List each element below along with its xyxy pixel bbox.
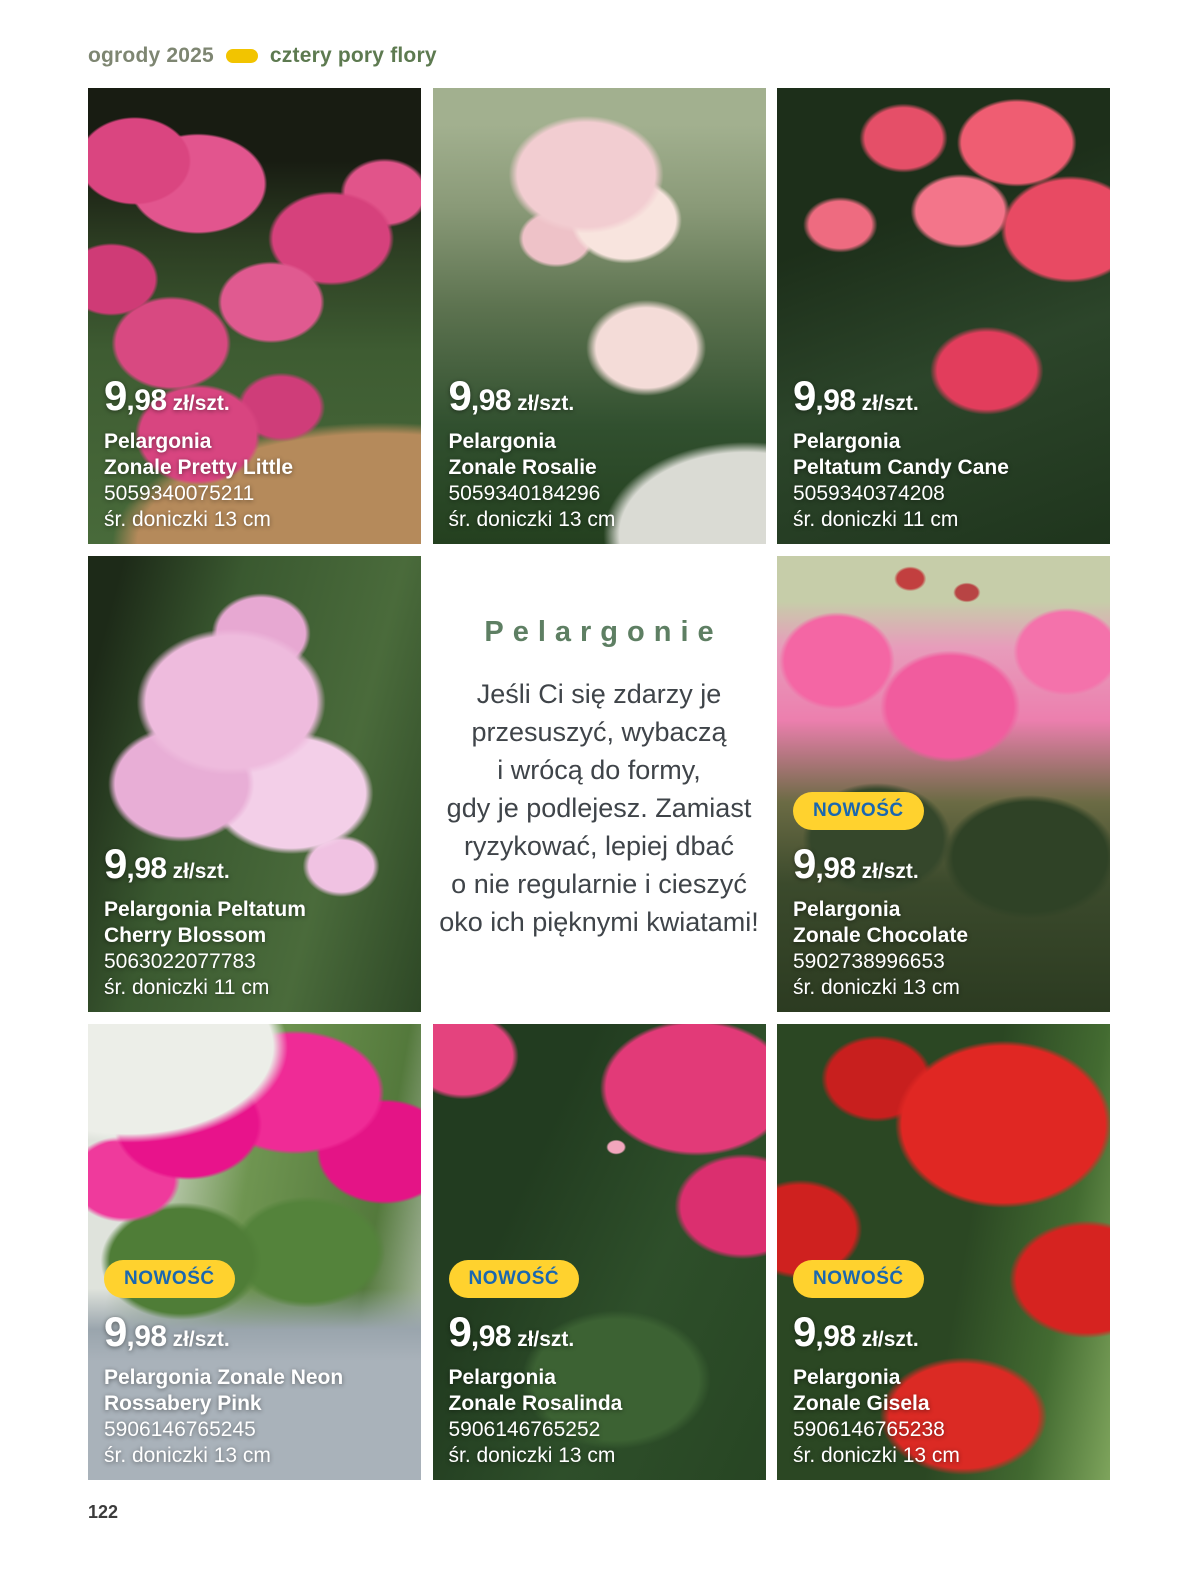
product-info [793,792,1098,1001]
product-info [449,1260,754,1469]
price-whole: 9 [793,840,816,887]
price-whole: 9 [448,372,471,419]
ean-code: 5059340374208 [793,482,945,505]
new-badge: NOWOŚĆ [449,1260,580,1298]
catalog-name: ogrody 2025 [88,44,214,67]
price-unit: zł/szt. [861,860,919,883]
pot-size: śr. doniczki 13 cm [793,1444,960,1467]
price [104,1308,409,1359]
product-name: Zonale Rosalie [448,456,597,479]
product-card-peltatum-candy-cane [777,88,1110,544]
product-name: Pelargonia [793,430,901,453]
price-unit: zł/szt. [517,392,575,415]
ean-code: 5906146765238 [793,1418,945,1441]
price [104,372,409,423]
product-card-zonale-neon-rossabery-pink [88,1024,421,1480]
price-unit: zł/szt. [861,1328,919,1351]
pot-size: śr. doniczki 11 cm [104,976,270,999]
price-frac: ,98 [815,1320,856,1353]
price-unit: zł/szt. [172,392,230,415]
intro-title: Pelargonie [484,616,723,648]
price-whole: 9 [104,372,127,419]
product-name: Pelargonia [448,430,556,453]
product-info [104,372,409,533]
price [793,1308,1098,1359]
price-frac: ,98 [815,852,856,885]
product-info [104,840,409,1001]
series-name: cztery pory flory [269,44,437,67]
intro-line: gdy je podlejesz. Zamiast [446,793,752,823]
intro-line: oko ich pięknymi kwiatami! [439,907,759,937]
price-unit: zł/szt. [517,1328,575,1351]
ean-code: 5063022077783 [104,950,256,973]
product-name: Pelargonia [448,1366,556,1389]
price [448,1308,754,1359]
intro-line: Jeśli Ci się zdarzy je [476,679,722,709]
product-info [104,1260,409,1469]
price-unit: zł/szt. [172,860,230,883]
product-name: Pelargonia Peltatum [104,898,306,921]
price-whole: 9 [104,1308,127,1355]
pot-size: śr. doniczki 13 cm [793,976,960,999]
header-divider-pill [226,49,258,63]
product-card-zonale-rosalinda [433,1024,766,1480]
price-whole: 9 [793,1308,816,1355]
ean-code: 5059340075211 [104,482,255,505]
product-card-peltatum-cherry-blossom [88,556,421,1012]
intro-line: ryzykować, lepiej dbać [463,831,735,861]
pot-size: śr. doniczki 11 cm [793,508,959,531]
product-info [793,372,1098,533]
product-card-zonale-pretty-little [88,88,421,544]
new-badge: NOWOŚĆ [104,1260,235,1298]
price-frac: ,98 [470,1320,512,1353]
product-card-zonale-rosalie [433,88,766,544]
new-badge: NOWOŚĆ [793,792,924,830]
product-info [793,1260,1098,1469]
new-badge: NOWOŚĆ [793,1260,924,1298]
product-card-zonale-chocolate [777,556,1110,1012]
pot-size: śr. doniczki 13 cm [448,508,616,531]
price-whole: 9 [104,840,127,887]
product-grid [88,88,1110,1480]
price-frac: ,98 [470,384,512,417]
intro-panel [433,556,766,1012]
product-card-zonale-gisela [777,1024,1110,1480]
ean-code: 5902738996653 [793,950,945,973]
product-name: Zonale Pretty Little [104,456,294,479]
pot-size: śr. doniczki 13 cm [104,508,271,531]
price-frac: ,98 [126,384,167,417]
pot-size: śr. doniczki 13 cm [104,1444,271,1467]
intro-line: przesuszyć, wybaczą [471,717,727,747]
price [793,840,1098,891]
ean-code: 5906146765245 [104,1418,256,1441]
product-info [448,372,754,533]
price-frac: ,98 [815,384,856,417]
product-name: Pelargonia [793,1366,901,1389]
product-name: Zonale Rosalinda [448,1392,623,1415]
price-frac: ,98 [126,852,167,885]
ean-code: 5059340184296 [448,482,601,505]
pot-size: śr. doniczki 13 cm [448,1444,616,1467]
product-name: Peltatum Candy Cane [793,456,1009,479]
product-name: Pelargonia [793,898,901,921]
price [448,372,754,423]
intro-line: o nie regularnie i cieszyć [451,869,747,899]
price-unit: zł/szt. [861,392,919,415]
product-name: Rossabery Pink [104,1392,262,1415]
product-name: Pelargonia Zonale Neon [104,1366,344,1389]
price-whole: 9 [448,1308,471,1355]
product-name: Zonale Chocolate [793,924,969,947]
intro-paragraph [439,675,759,941]
price-unit: zł/szt. [172,1328,230,1351]
price [104,840,409,891]
product-name: Cherry Blossom [104,924,267,947]
product-name: Zonale Gisela [793,1392,930,1415]
ean-code: 5906146765252 [448,1418,601,1441]
price-frac: ,98 [126,1320,167,1353]
product-name: Pelargonia [104,430,212,453]
page-number: 122 [88,1502,119,1522]
page-header [88,44,437,68]
price-whole: 9 [793,372,816,419]
price [793,372,1098,423]
intro-line: i wrócą do formy, [497,755,701,785]
